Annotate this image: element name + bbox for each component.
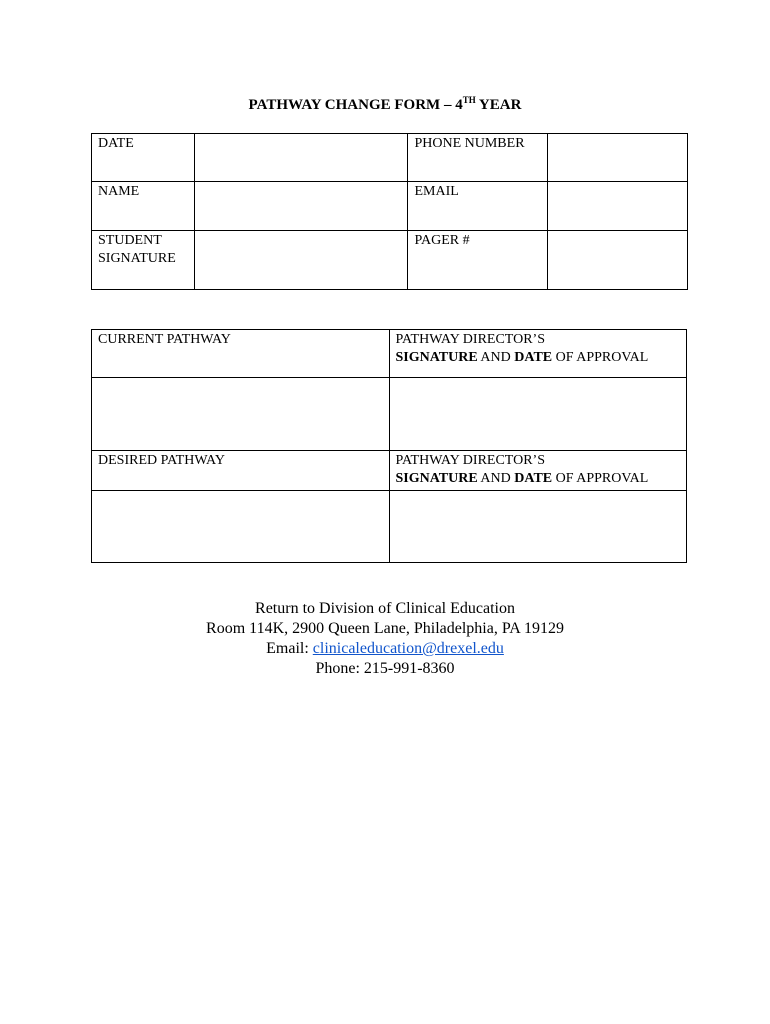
director-label-line-1: PATHWAY DIRECTOR’S bbox=[395, 332, 545, 347]
return-line: Return to Division of Clinical Education bbox=[255, 600, 515, 617]
table-row bbox=[92, 451, 687, 491]
email-label: EMAIL bbox=[408, 182, 548, 231]
form-title-superscript: TH bbox=[462, 95, 476, 105]
student-signature-label-line-2: SIGNATURE bbox=[98, 251, 176, 266]
current-pathway-field[interactable] bbox=[92, 378, 390, 451]
and-word: AND bbox=[477, 471, 515, 486]
table-row bbox=[92, 231, 688, 290]
form-title-main: PATHWAY CHANGE FORM – 4 bbox=[248, 97, 463, 113]
current-director-signature-field[interactable] bbox=[389, 378, 687, 451]
signature-word: SIGNATURE bbox=[395, 471, 478, 486]
return-instructions bbox=[0, 599, 770, 679]
date-word: DATE bbox=[514, 471, 553, 486]
date-label: DATE bbox=[92, 134, 195, 182]
director-label-line-1: PATHWAY DIRECTOR’S bbox=[395, 453, 545, 468]
desired-director-approval-label bbox=[389, 451, 687, 491]
phone-number-label: PHONE NUMBER bbox=[408, 134, 548, 182]
desired-director-signature-field[interactable] bbox=[389, 491, 687, 563]
table-row bbox=[92, 182, 688, 231]
phone-number-field[interactable] bbox=[548, 134, 688, 182]
pathway-table bbox=[91, 329, 687, 563]
desired-pathway-label: DESIRED PATHWAY bbox=[92, 451, 390, 491]
and-word: AND bbox=[477, 350, 515, 365]
signature-word: SIGNATURE bbox=[395, 350, 478, 365]
of-approval-text: OF APPROVAL bbox=[552, 350, 649, 365]
name-label: NAME bbox=[92, 182, 195, 231]
of-approval-text: OF APPROVAL bbox=[552, 471, 649, 486]
current-director-approval-label bbox=[389, 330, 687, 378]
form-title bbox=[0, 95, 770, 114]
email-line bbox=[0, 639, 770, 659]
student-signature-label-line-1: STUDENT bbox=[98, 233, 162, 248]
student-signature-field[interactable] bbox=[194, 231, 408, 290]
form-title-end: YEAR bbox=[475, 97, 522, 113]
date-field[interactable] bbox=[194, 134, 408, 182]
student-signature-label bbox=[92, 231, 195, 290]
table-row bbox=[92, 378, 687, 451]
student-info-table bbox=[91, 133, 688, 290]
current-pathway-label: CURRENT PATHWAY bbox=[92, 330, 390, 378]
pager-label: PAGER # bbox=[408, 231, 548, 290]
table-row bbox=[92, 330, 687, 378]
phone-line: Phone: 215-991-8360 bbox=[315, 660, 455, 677]
email-link[interactable]: clinicaleducation@drexel.edu bbox=[312, 640, 504, 657]
table-row bbox=[92, 491, 687, 563]
desired-pathway-field[interactable] bbox=[92, 491, 390, 563]
date-word: DATE bbox=[514, 350, 553, 365]
address-line: Room 114K, 2900 Queen Lane, Philadelphia, PA 19129 bbox=[206, 620, 564, 637]
pager-field[interactable] bbox=[548, 231, 688, 290]
table-row bbox=[92, 134, 688, 182]
email-field[interactable] bbox=[548, 182, 688, 231]
email-prefix: Email: bbox=[266, 640, 313, 657]
name-field[interactable] bbox=[194, 182, 408, 231]
